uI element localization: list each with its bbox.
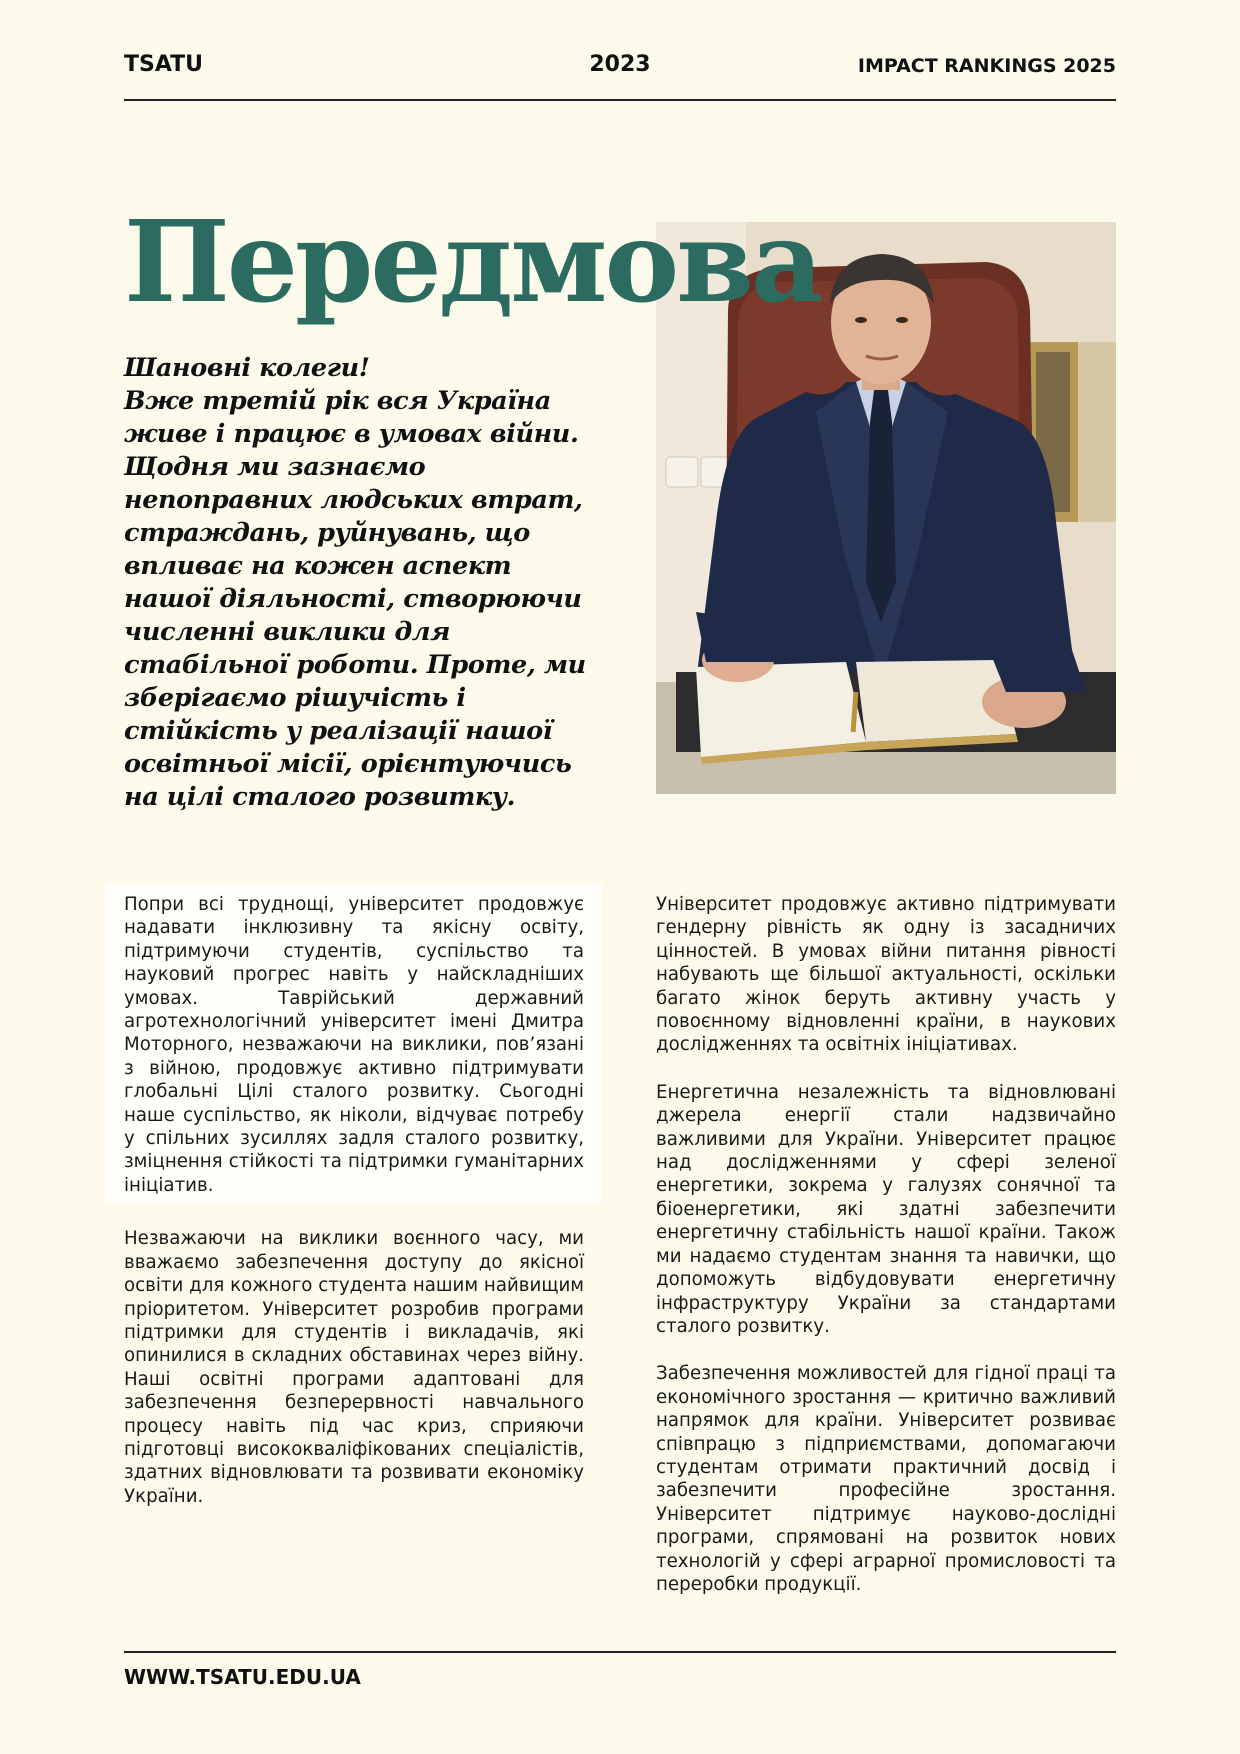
page-header — [124, 52, 1116, 82]
left-text-column — [124, 893, 584, 1532]
paragraph: Незважаючи на виклики воєнного часу, ми вважаємо забезпечення доступу до якісної освіти для кожного студента нашим найвищим пріоритетом. Університет розробив програми підтримки для студентів і викладачів, які опинилися в складних обставинах через війну. Наші освітні програми адаптовані для забезпечення безперервності навчального процесу навіть під час криз, сприяючи підготовці висококваліфікованих спеціалістів, здатних відновлювати та розвивати економіку України. — [124, 1228, 584, 1507]
right-text-column — [656, 893, 1116, 1620]
header-divider — [124, 99, 1116, 101]
paragraph: Попри всі труднощі, університет продовжує надавати інклюзивну та якісну освіту, підтримуючи студентів, суспільство та науковий прогрес навіть у найскладніших умовах. Таврійський державний агротехнологічний університет імені Дмитра Моторного, незважаючи на виклики, пов’язані з війною, продовжує активно підтримувати глобальні Цілі сталого розвитку. Сьогодні наше суспільство, як ніколи, відчуває потребу у спільних зусиллях задля сталого розвитку, зміцнення стійкості та підтримки гуманітарних ініціатив. — [106, 883, 602, 1203]
paragraph: Забезпечення можливостей для гідної праці та економічного зростання — критично важливий напрямок для країни. Університет розвиває співпрацю з підприємствами, допомагаючи студентам отримати практичний досвід і забезпечити професійне зростання. Університет підтримує науково-дослідні програми, спрямовані на розвиток нових технологій у сфері аграрної промисловості та переробки продукції. — [656, 1363, 1116, 1595]
paragraph: Університет продовжує активно підтримувати гендерну рівність як одну із засадничих цінностей. В умовах війни питання рівності набувають ще більшої актуальності, оскільки багато жінок беруть активну участь у повоєнному відновленні країни, в наукових дослідженнях та освітніх ініціативах. — [656, 894, 1116, 1056]
header-right-label: IMPACT RANKINGS 2025 — [857, 55, 1116, 77]
footer-divider — [124, 1651, 1116, 1653]
header-year: 2023 — [589, 52, 651, 77]
header-left-label: TSATU — [124, 52, 204, 77]
paragraph: Енергетична незалежність та відновлювані джерела енергії стали надзвичайно важливими для України. Університет працює над дослідженнями у сфері зеленої енергетики, зокрема у галузях сонячної та біоенергетики, які здатні забезпечити енергетичну стабільність нашої країни. Також ми надаємо студентам знання та навички, що допоможуть відбудовувати енергетичну інфраструктуру України за стандартами сталого розвитку. — [656, 1081, 1116, 1337]
page-title: Передмова — [124, 197, 821, 328]
intro-quote: Шановні колеги! Вже третій рік вся Україна живе і працює в умовах війни. Щодня ми зазнаємо непоправних людських втрат, страждань, руйнувань, що впливає на кожен аспект нашої діяльності, створюючи численні виклики для стабільної роботи. Проте, ми зберігаємо рішучість і стійкість у реалізації нашої освітньої місії, орієнтуючись на цілі сталого розвитку. — [124, 353, 586, 812]
footer-website-link[interactable]: WWW.TSATU.EDU.UA — [124, 1665, 361, 1689]
